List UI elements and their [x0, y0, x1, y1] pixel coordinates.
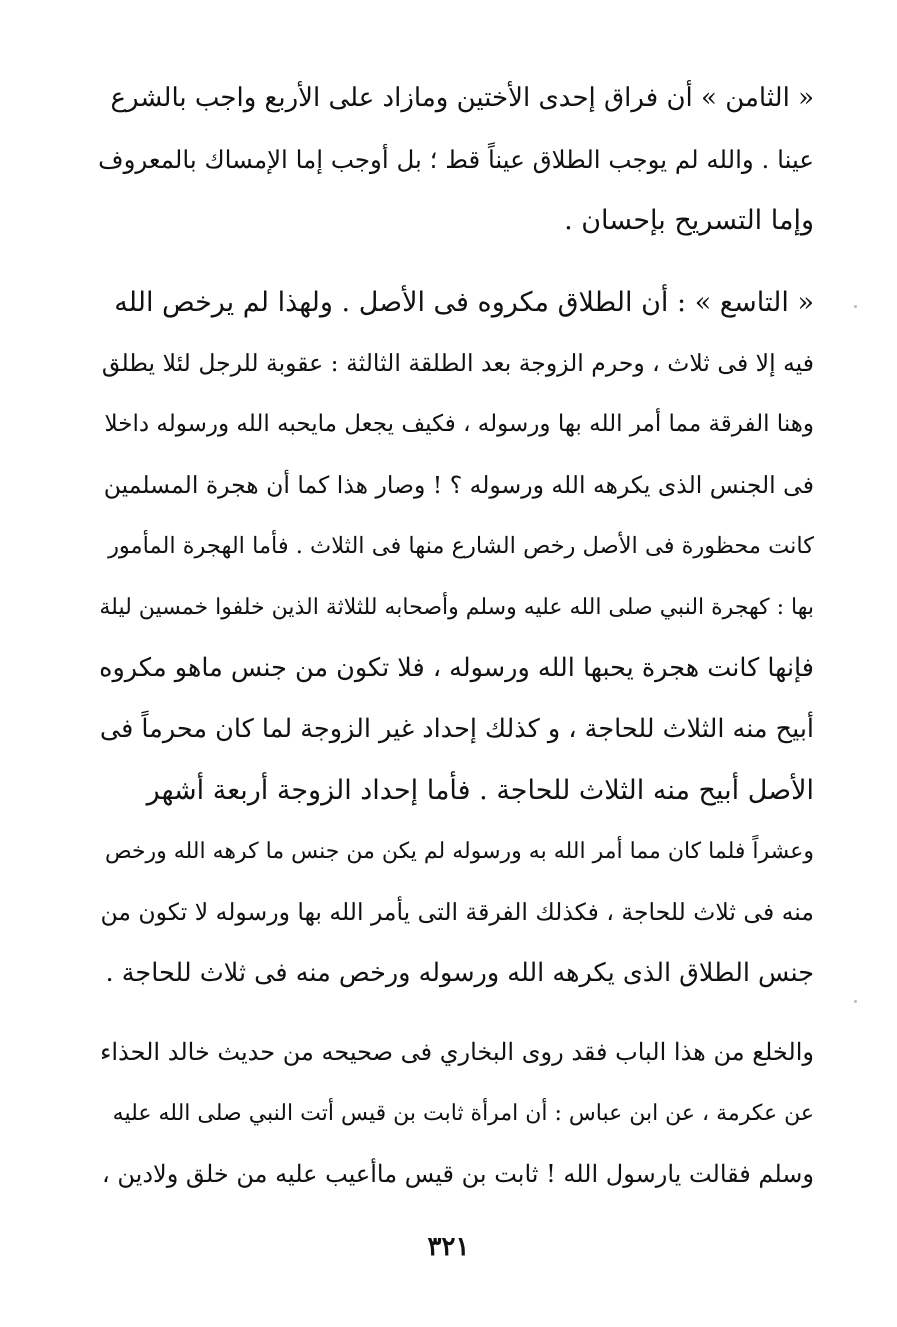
text-line: بها : كهجرة النبي صلى الله عليه وسلم وأصحابه للثلاثة الذين خلفوا خمسين ليلة [99, 595, 814, 620]
page-number: ٣٢١ [427, 1232, 470, 1262]
scan-speck [854, 305, 857, 308]
text-line: كانت محظورة فى الأصل رخص الشارع منها فى الثلاث . فأما الهجرة المأمور [108, 533, 814, 559]
text-line: والخلع من هذا الباب فقد روى البخاري فى صحيحه من حديث خالد الحذاء [100, 1038, 814, 1066]
text-line: وهنا الفرقة مما أمر الله بها ورسوله ، فكيف يجعل مايحبه الله ورسوله داخلا [104, 411, 814, 437]
paragraph-ninth [98, 272, 814, 1004]
text-line: وسلم فقالت يارسول الله ! ثابت بن قيس ماأعيب عليه من خلق ولادين ، [102, 1160, 814, 1188]
text-line: « الثامن » أن فراق إحدى الأختين ومازاد على الأربع واجب بالشرع [110, 83, 814, 113]
text-line: عن عكرمة ، عن ابن عباس : أن امرأة ثابت بن قيس أتت النبي صلى الله عليه [112, 1101, 814, 1126]
text-line: جنس الطلاق الذى يكرهه الله ورسوله ورخص منه فى ثلاث للحاجة . [105, 958, 814, 988]
paragraph-khul [98, 1022, 814, 1205]
text-line: وإما التسريح بإحسان . [564, 205, 814, 236]
text-line: فى الجنس الذى يكرهه الله ورسوله ؟ ! وصار هذا كما أن هجرة المسلمين [103, 471, 814, 499]
text-line: فإنها كانت هجرة يحبها الله ورسوله ، فلا تكون من جنس ماهو مكروه [99, 653, 814, 683]
text-line: وعشراً فلما كان مما أمر الله به ورسوله لم يكن من جنس ما كرهه الله ورخص [104, 839, 814, 864]
paragraph-eighth [98, 68, 814, 251]
text-line: فيه إلا فى ثلاث ، وحرم الزوجة بعد الطلقة الثالثة : عقوبة للرجل لئلا يطلق [101, 349, 814, 377]
text-line: الأصل أبيح منه الثلاث للحاجة . فأما إحداد الزوجة أربعة أشهر [146, 775, 814, 806]
text-line: أبيح منه الثلاث للحاجة ، و كذلك إحداد غير الزوجة لما كان محرماً فى [99, 714, 814, 744]
text-line: عينا . والله لم يوجب الطلاق عيناً قط ؛ بل أوجب إما الإمساك بالمعروف [98, 145, 814, 174]
scan-speck [854, 1000, 857, 1003]
text-line: منه فى ثلاث للحاجة ، فكذلك الفرقة التى يأمر الله بها ورسوله لا تكون من [100, 898, 814, 926]
text-line: « التاسع » : أن الطلاق مكروه فى الأصل . ولهذا لم يرخص الله [114, 287, 814, 318]
